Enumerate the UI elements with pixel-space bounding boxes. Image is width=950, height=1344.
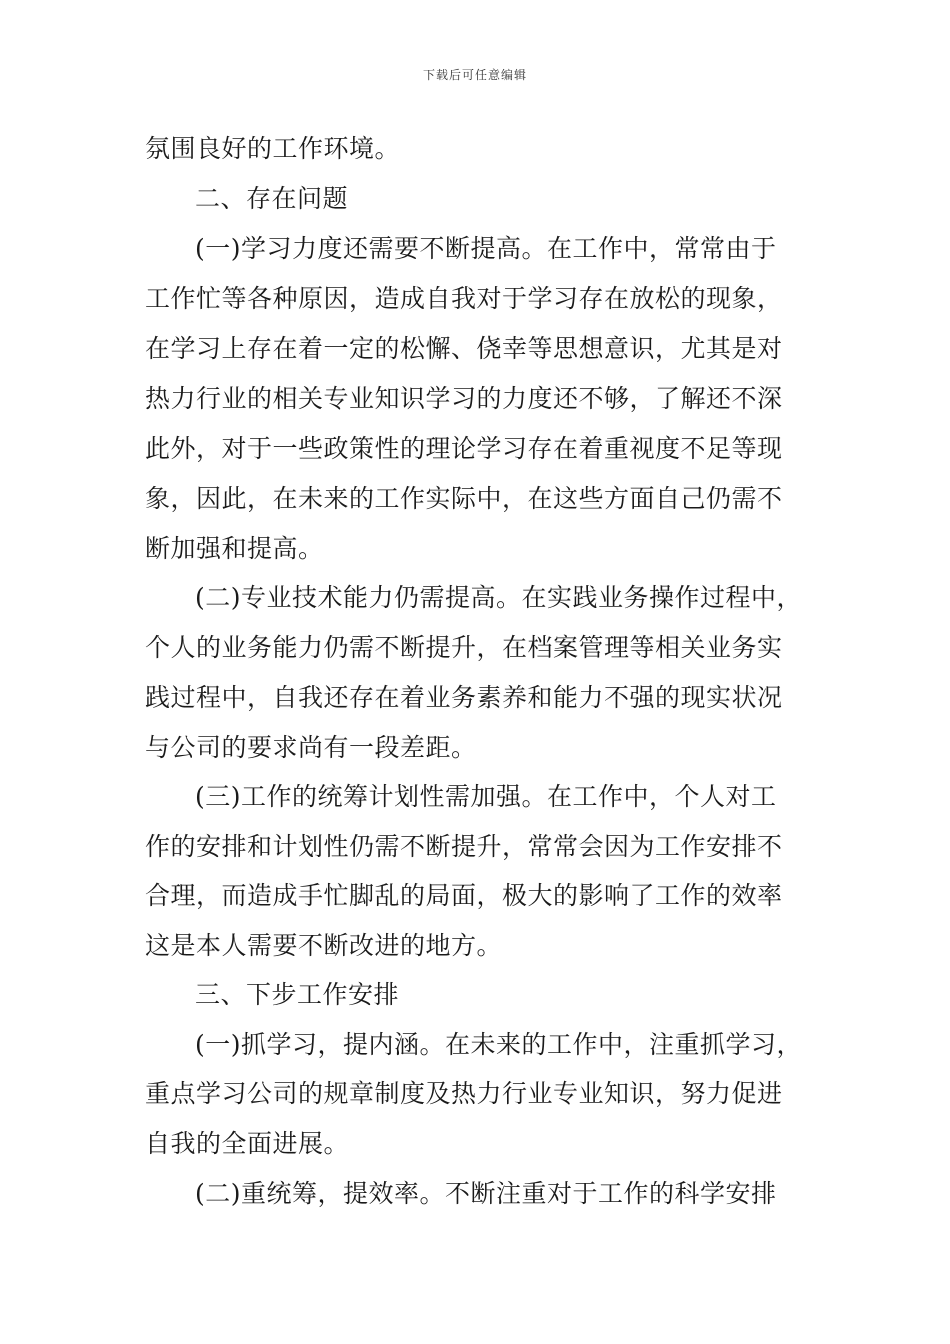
body-text-line: 这是本人需要不断改进的地方。 bbox=[145, 931, 503, 960]
body-text-line: 热力行业的相关专业知识学习的力度还不够，了解还不深 bbox=[145, 384, 783, 413]
body-text-line: 此外，对于一些政策性的理论学习存在着重视度不足等现 bbox=[145, 434, 783, 463]
section-heading: 二、存在问题 bbox=[195, 184, 349, 213]
body-text-line: 在学习上存在着一定的松懈、侥幸等思想意识，尤其是对 bbox=[145, 334, 783, 363]
body-text-line: (一)抓学习，提内涵。在未来的工作中，注重抓学习， bbox=[195, 1030, 803, 1059]
body-text-line: (二)专业技术能力仍需提高。在实践业务操作过程中， bbox=[195, 583, 803, 612]
body-text-line: 自我的全面进展。 bbox=[145, 1129, 350, 1158]
section-heading: 三、下步工作安排 bbox=[195, 980, 400, 1009]
body-text-line: 与公司的要求尚有一段差距。 bbox=[145, 733, 477, 762]
body-text-line: 作的安排和计划性仍需不断提升，常常会因为工作安排不 bbox=[145, 832, 783, 861]
body-text-line: 个人的业务能力仍需不断提升，在档案管理等相关业务实 bbox=[145, 633, 783, 662]
body-text-line: 合理，而造成手忙脚乱的局面，极大的影响了工作的效率 bbox=[145, 881, 783, 910]
body-text-line: (三)工作的统筹计划性需加强。在工作中，个人对工 bbox=[195, 782, 777, 811]
body-text-line: 工作忙等各种原因，造成自我对于学习存在放松的现象， bbox=[145, 284, 783, 313]
page-header: 下载后可任意编辑 bbox=[422, 68, 527, 82]
body-text-line: 氛围良好的工作环境。 bbox=[145, 134, 401, 163]
body-text-line: 重点学习公司的规章制度及热力行业专业知识，努力促进 bbox=[145, 1079, 783, 1108]
body-text-line: (一)学习力度还需要不断提高。在工作中，常常由于 bbox=[195, 234, 777, 263]
body-text-line: (二)重统筹，提效率。不断注重对于工作的科学安排 bbox=[195, 1179, 777, 1208]
body-text-line: 践过程中，自我还存在着业务素养和能力不强的现实状况 bbox=[145, 683, 783, 712]
body-text-line: 断加强和提高。 bbox=[145, 534, 324, 563]
body-text-line: 象，因此，在未来的工作实际中，在这些方面自己仍需不 bbox=[145, 484, 783, 513]
